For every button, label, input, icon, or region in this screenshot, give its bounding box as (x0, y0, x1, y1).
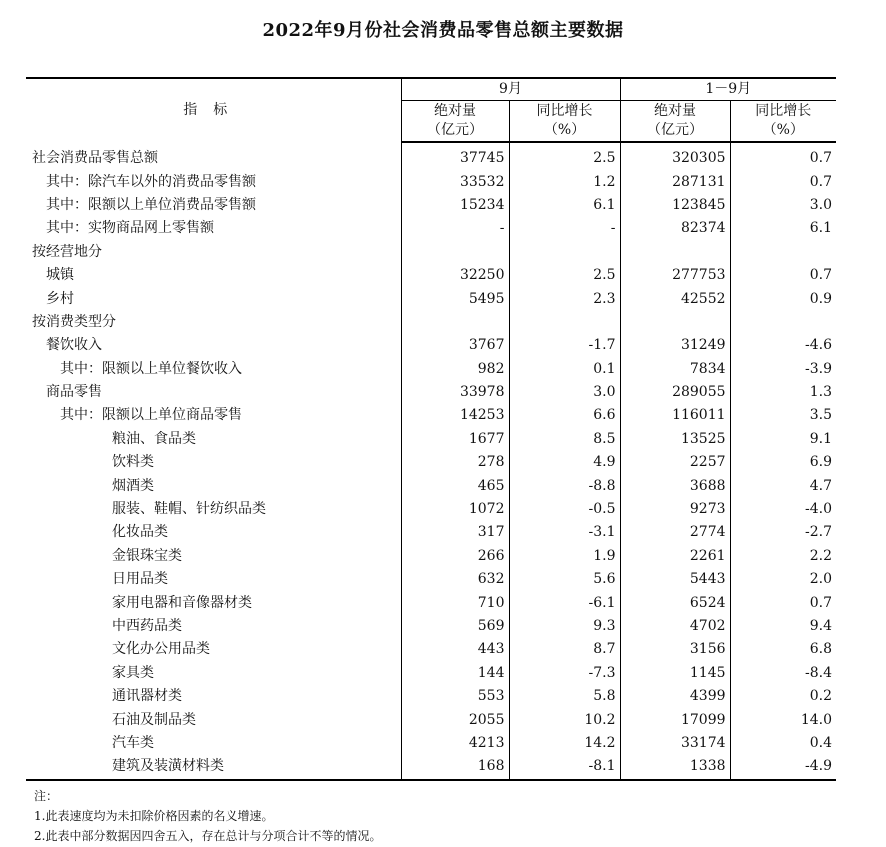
row-label: 按消费类型分 (26, 311, 401, 334)
retail-sales-table (26, 77, 836, 781)
row-label: 粮油、食品类 (26, 428, 401, 451)
row-label: 社会消费品零售总额 (26, 142, 401, 170)
month-abs-value (401, 241, 509, 264)
month-yoy-value (509, 241, 620, 264)
table-row (26, 381, 836, 404)
month-abs-value: 553 (401, 685, 509, 708)
ytd-yoy-value: 2.0 (809, 571, 833, 588)
ytd-yoy-header (730, 101, 836, 143)
ytd-yoy-value: -3.9 (805, 360, 833, 377)
month-yoy-header (509, 101, 620, 143)
ytd-yoy-value: 6.1 (809, 220, 833, 237)
ytd-yoy-value: 14.0 (800, 711, 833, 728)
ytd-yoy-value: -4.0 (805, 501, 833, 518)
abs-label: 绝对量 (434, 103, 476, 119)
ytd-abs-value: 17099 (620, 708, 730, 731)
table-row (26, 241, 836, 264)
month-abs-value: 37745 (401, 142, 509, 170)
month-yoy-value: 6.1 (509, 194, 620, 217)
table-row (26, 708, 836, 731)
ytd-abs-value: 3156 (620, 638, 730, 661)
ytd-abs-value: 320305 (620, 142, 730, 170)
month-yoy-value: 3.0 (509, 381, 620, 404)
abs-label: 绝对量 (654, 103, 697, 119)
table-row (26, 451, 836, 474)
notes-label: 注： (34, 789, 59, 803)
month-yoy-value: -3.1 (509, 521, 620, 544)
table-row (26, 264, 836, 287)
ytd-yoy-value: 4.7 (809, 477, 833, 494)
month-yoy-value (509, 311, 620, 334)
month-yoy-value: 9.3 (509, 615, 620, 638)
table-row (26, 311, 836, 334)
month-abs-value: 33532 (401, 170, 509, 193)
month-abs-value: 33978 (401, 381, 509, 404)
table-row (26, 404, 836, 427)
row-label: 按经营地分 (26, 241, 401, 264)
month-yoy-value: 2.5 (509, 264, 620, 287)
ytd-yoy-value: 6.8 (809, 641, 833, 658)
page-title: 2022年9月份社会消费品零售总额主要数据 (262, 20, 624, 41)
ytd-abs-value: 5443 (620, 568, 730, 591)
table-row (26, 428, 836, 451)
table-row (26, 615, 836, 638)
yoy-label: 同比增长 (755, 103, 812, 119)
ytd-abs-value: 287131 (620, 170, 730, 193)
month-yoy-value: 2.5 (509, 142, 620, 170)
row-label: 金银珠宝类 (26, 545, 401, 568)
month-abs-value: 278 (401, 451, 509, 474)
table-row (26, 638, 836, 661)
ytd-abs-value: 123845 (620, 194, 730, 217)
row-label: 商品零售 (26, 381, 401, 404)
table-row (26, 662, 836, 685)
ytd-abs-value: 4702 (620, 615, 730, 638)
row-label: 餐饮收入 (26, 334, 401, 357)
month-abs-value: - (401, 217, 509, 240)
row-label: 其中：实物商品网上零售额 (26, 217, 401, 240)
month-abs-value: 144 (401, 662, 509, 685)
row-label: 石油及制品类 (26, 708, 401, 731)
month-abs-value: 1677 (401, 428, 509, 451)
ytd-yoy-value: 9.4 (809, 618, 833, 634)
table-row (26, 755, 836, 779)
month-group-header: 9月 (401, 78, 620, 101)
month-yoy-value: -7.3 (509, 662, 620, 685)
table-header (26, 78, 836, 142)
ytd-yoy-value: 0.7 (809, 173, 833, 190)
row-label: 烟酒类 (26, 474, 401, 497)
ytd-yoy-value: 0.7 (809, 594, 833, 611)
ytd-yoy-value: 1.3 (809, 384, 833, 401)
month-yoy-value: 2.3 (509, 287, 620, 310)
month-yoy-value: 0.1 (509, 358, 620, 381)
ytd-yoy-value: -4.9 (730, 755, 836, 779)
row-label: 其中：限额以上单位餐饮收入 (26, 358, 401, 381)
ytd-abs-value: 31249 (620, 334, 730, 357)
ytd-abs-value: 42552 (620, 287, 730, 310)
month-abs-value: 465 (401, 474, 509, 497)
yoy-label: 同比增长 (536, 103, 593, 119)
month-abs-value: 1072 (401, 498, 509, 521)
row-label: 其中：限额以上单位商品零售 (26, 404, 401, 427)
month-abs-value: 32250 (401, 264, 509, 287)
ytd-yoy-value: -2.7 (805, 524, 833, 541)
month-abs-value: 982 (401, 358, 509, 381)
month-yoy-value: 5.6 (509, 568, 620, 591)
ytd-yoy-value: 2.2 (809, 547, 833, 564)
row-label: 通讯器材类 (26, 685, 401, 708)
ytd-yoy-value: 0.4 (809, 734, 833, 751)
ytd-abs-value: 289055 (620, 381, 730, 404)
month-abs-value: 3767 (401, 334, 509, 357)
table-row (26, 170, 836, 193)
ytd-yoy-value: -8.4 (805, 664, 833, 681)
month-yoy-value: 1.2 (509, 170, 620, 193)
month-yoy-value: 8.5 (509, 428, 620, 451)
month-yoy-value: -1.7 (509, 334, 620, 357)
row-label: 服装、鞋帽、针纺织品类 (26, 498, 401, 521)
month-abs-value: 632 (401, 568, 509, 591)
month-abs-value: 4213 (401, 732, 509, 755)
row-label: 城镇 (26, 264, 401, 287)
row-label: 家用电器和音像器材类 (26, 591, 401, 614)
ytd-abs-value: 6524 (620, 591, 730, 614)
table-row (26, 521, 836, 544)
ytd-yoy-value: 6.9 (809, 454, 833, 471)
month-yoy-value: -0.5 (509, 498, 620, 521)
month-abs-value: 569 (401, 615, 509, 638)
ytd-yoy-value: 0.7 (809, 150, 833, 167)
table-row (26, 568, 836, 591)
note-2: 2.此表中部分数据因四舍五入，存在总计与分项合计不等的情况。 (34, 829, 382, 843)
month-abs-value: 168 (401, 755, 509, 779)
ytd-yoy-value: 9.1 (809, 430, 833, 447)
ytd-abs-value: 2261 (620, 545, 730, 568)
ytd-abs-value: 2774 (620, 521, 730, 544)
row-label: 其中：除汽车以外的消费品零售额 (26, 170, 401, 193)
table-row (26, 545, 836, 568)
ytd-yoy-value: 0.2 (809, 688, 833, 705)
month-abs-value: 317 (401, 521, 509, 544)
ytd-group-header: 1－9月 (620, 78, 836, 101)
month-yoy-value: 10.2 (509, 708, 620, 731)
month-yoy-value: 5.8 (509, 685, 620, 708)
row-label: 其中：限额以上单位消费品零售额 (26, 194, 401, 217)
ytd-abs-value (620, 311, 730, 334)
month-yoy-value: 8.7 (509, 638, 620, 661)
ytd-abs-value (620, 241, 730, 264)
row-label: 饮料类 (26, 451, 401, 474)
month-yoy-value: 4.9 (509, 451, 620, 474)
month-abs-value: 15234 (401, 194, 509, 217)
month-yoy-value: -8.8 (509, 474, 620, 497)
row-label: 家具类 (26, 662, 401, 685)
month-yoy-value: 14.2 (509, 732, 620, 755)
table-row (26, 287, 836, 310)
month-abs-header (401, 101, 509, 143)
ytd-abs-value: 33174 (620, 732, 730, 755)
month-yoy-value: 6.6 (509, 404, 620, 427)
month-yoy-value: 1.9 (509, 545, 620, 568)
month-abs-value: 2055 (401, 708, 509, 731)
ytd-yoy-value (730, 311, 836, 334)
month-yoy-value: - (509, 217, 620, 240)
row-label: 乡村 (26, 287, 401, 310)
ytd-abs-value: 1145 (620, 662, 730, 685)
month-abs-value: 266 (401, 545, 509, 568)
row-label: 化妆品类 (26, 521, 401, 544)
ytd-abs-value: 277753 (620, 264, 730, 287)
ytd-abs-value: 82374 (620, 217, 730, 240)
ytd-abs-value: 7834 (620, 358, 730, 381)
row-label: 建筑及装潢材料类 (26, 755, 401, 779)
yoy-unit: （%） (762, 122, 804, 138)
row-label: 文化办公用品类 (26, 638, 401, 661)
table-row (26, 732, 836, 755)
table-row (26, 142, 836, 170)
ytd-yoy-value: 0.9 (809, 290, 833, 307)
yoy-unit: （%） (543, 122, 586, 138)
row-label: 日用品类 (26, 568, 401, 591)
abs-unit: （亿元） (427, 122, 483, 138)
month-yoy-value: -6.1 (509, 591, 620, 614)
footnotes (34, 786, 381, 846)
note-1: 1.此表速度均为未扣除价格因素的名义增速。 (34, 809, 274, 823)
table-row (26, 498, 836, 521)
table-row (26, 334, 836, 357)
table-body (26, 142, 836, 780)
ytd-yoy-value (730, 241, 836, 264)
table-row (26, 217, 836, 240)
month-abs-value (401, 311, 509, 334)
ytd-yoy-value: 3.0 (809, 196, 833, 213)
table-row (26, 358, 836, 381)
ytd-abs-value: 4399 (620, 685, 730, 708)
month-abs-value: 5495 (401, 287, 509, 310)
ytd-abs-value: 13525 (620, 428, 730, 451)
ytd-abs-header (620, 101, 730, 143)
indicator-header: 指标 (26, 78, 401, 142)
ytd-yoy-value: -4.6 (805, 337, 833, 354)
month-abs-value: 443 (401, 638, 509, 661)
row-label: 汽车类 (26, 732, 401, 755)
ytd-abs-value: 1338 (620, 755, 730, 779)
table-row (26, 474, 836, 497)
table-row (26, 194, 836, 217)
ytd-abs-value: 9273 (620, 498, 730, 521)
month-yoy-value: -8.1 (509, 755, 620, 779)
row-label: 中西药品类 (26, 615, 401, 638)
ytd-abs-value: 2257 (620, 451, 730, 474)
ytd-yoy-value: 0.7 (809, 267, 833, 284)
month-abs-value: 710 (401, 591, 509, 614)
month-abs-value: 14253 (401, 404, 509, 427)
ytd-yoy-value: 3.5 (809, 407, 833, 424)
ytd-abs-value: 116011 (620, 404, 730, 427)
table-row (26, 591, 836, 614)
abs-unit: （亿元） (647, 122, 704, 138)
ytd-abs-value: 3688 (620, 474, 730, 497)
table-row (26, 685, 836, 708)
